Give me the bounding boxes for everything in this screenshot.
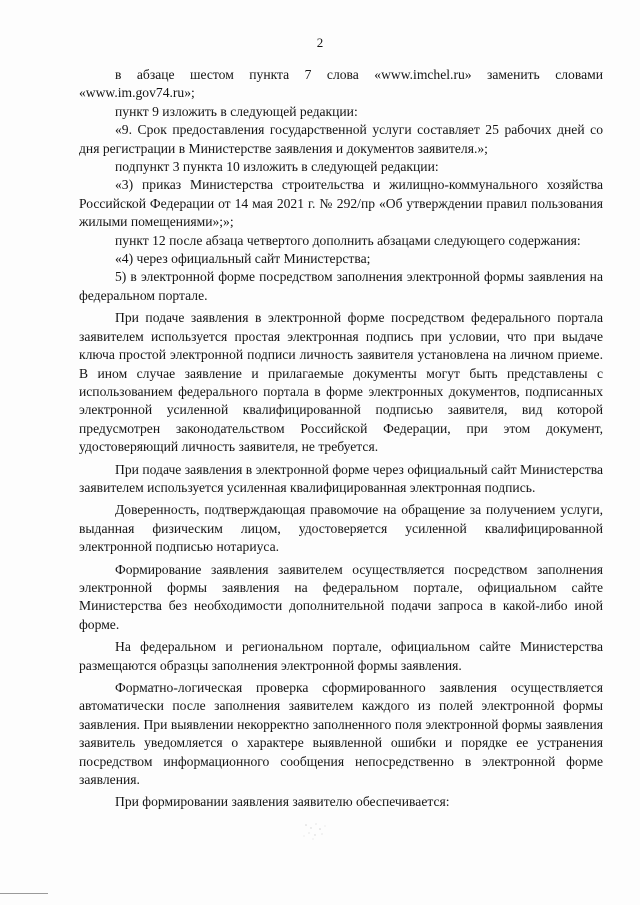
paragraph-12: Формирование заявления заявителем осуществляется посредством заполнения электронной формы заявления на федеральном портале, официальном сайте Министерства без необходимости дополнительной подачи запроса в какой-либо иной форме. [79, 561, 603, 632]
paragraph-3: «9. Срок предоставления государственной услуги составляет 25 рабочих дней со дня регистрации в Министерстве заявления и документов заявителя.»; [79, 122, 603, 156]
page-number: 2 [316, 35, 324, 50]
paragraph-6: пункт 12 после абзаца четвертого дополнить абзацами следующего содержания: [115, 232, 581, 248]
paragraph-13: На федеральном и региональном портале, официальном сайте Министерства размещаются образцы заполнения электронной формы заявления. [79, 639, 603, 673]
document-body [79, 66, 603, 812]
scan-edge-line [0, 893, 48, 894]
paragraph-2: пункт 9 изложить в следующей редакции: [115, 103, 358, 119]
paragraph-5: «3) приказ Министерства строительства и жилищно-коммунального хозяйства Российской Федерации от 14 мая 2021 г. № 292/пр «Об утверждении правил пользования жилыми помещениями»;»; [79, 177, 603, 230]
paragraph-1: в абзаце шестом пункта 7 слова «www.imchel.ru» заменить словами «www.im.gov74.ru»; [79, 67, 603, 101]
paragraph-9: При подаче заявления в электронной форме посредством федерального портала заявителем используется простая электронная подпись при условии, что при выдаче ключа простой электронной подписи личность заявителя установлена на личном приеме. В ином случае заявление и прилагаемые документы могут быть представлены с использованием федерального портала в форме электронных документов, подписанных электронной усиленной квалифицированной подписью заявителя, вид которой предусмотрен законодательством Российской Федерации, при этом документ, удостоверяющий личность заявителя, не требуется. [79, 310, 603, 455]
paragraph-10: При подаче заявления в электронной форме через официальный сайт Министерства заявителем используется усиленная квалифицированная электронная подпись. [79, 461, 603, 495]
paragraph-14: Форматно-логическая проверка сформированного заявления осуществляется автоматически после заполнения заявителем каждого из полей электронной формы заявления. При выявлении некорректно заполненного поля электронной формы заявления заявитель уведомляется о характере выявленной ошибки и порядке ее устранения посредством информационного сообщения непосредственно в электронной форме заявления. [79, 680, 603, 788]
paragraph-8: 5) в электронной форме посредством заполнения электронной формы заявления на федеральном портале. [79, 269, 603, 303]
paragraph-11: Доверенность, подтверждающая правомочие на обращение за получением услуги, выданная физическим лицом, удостоверяется усиленной квалифицированной электронной подписью нотариуса. [79, 502, 603, 555]
paragraph-15: При формировании заявления заявителю обеспечивается: [115, 794, 450, 810]
paragraph-7: «4) через официальный сайт Министерства; [115, 251, 371, 267]
paragraph-4: подпункт 3 пункта 10 изложить в следующей редакции: [115, 159, 439, 175]
scan-smudge [300, 820, 330, 842]
